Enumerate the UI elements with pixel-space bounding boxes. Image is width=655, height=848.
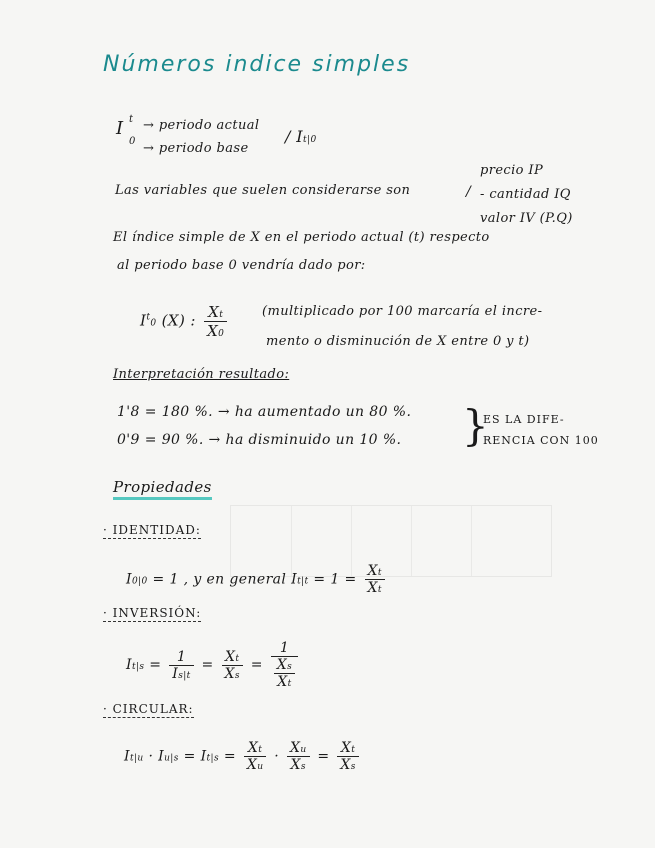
- variable-value: valor IV (P.Q): [480, 211, 573, 226]
- index-symbol: I: [116, 118, 124, 139]
- interpretation-note-1: ES LA DIFE-: [483, 413, 565, 426]
- index-sub: 0: [129, 136, 136, 147]
- interpretation-brace: }: [462, 401, 489, 450]
- circular-formula: It|u · Iu|s = It|s = $\frac{Xt}{Xu}$ · $\frac{Xu}{Xs}$ = $\frac{Xt}{Xs}$: [124, 740, 362, 773]
- interpretation-row-2: 0'9 = 90 %. → ha disminuido un 10 %.: [117, 432, 402, 448]
- main-note-2: mento o disminución de X entre 0 y t): [266, 334, 530, 349]
- main-formula: $I^t0$ (X) : $\frac{Xt}{X0}$: [140, 303, 230, 340]
- inversion-fraction-3: $\frac{1}{\frac{Xs}{Xt}}$: [271, 640, 298, 690]
- inversion-label: · INVERSIÓN:: [103, 606, 202, 620]
- interpretation-heading: Interpretación resultado:: [113, 367, 290, 382]
- identity-label: · IDENTIDAD:: [103, 523, 201, 537]
- variable-quantity: - cantidad IQ: [480, 187, 571, 202]
- interpretation-row-1: 1'8 = 180 %. → ha aumentado un 80 %.: [117, 404, 412, 420]
- inversion-nested-fraction: $\frac{Xs}{Xt}$: [274, 657, 295, 690]
- inversion-formula: It|s = $\frac{1}{Is|t}$ = $\frac{Xt}{Xs}$ = $\frac{1}{\frac{Xs}{Xt}}$: [126, 640, 301, 690]
- variable-price: precio IP: [480, 163, 544, 178]
- main-fraction: $\frac{Xt}{X0}$: [204, 303, 227, 340]
- interpretation-note-2: RENCIA CON 100: [483, 434, 599, 447]
- definition-line-2: al periodo base 0 vendría dado por:: [117, 258, 366, 273]
- circular-fraction-2: $\frac{Xu}{Xs}$: [287, 740, 310, 773]
- identity-formula: I0|0 = 1 , y en general It|t = 1 = $\frac{Xt}{Xt}$: [126, 563, 388, 596]
- index-sup: t: [129, 114, 134, 125]
- sup-description: → periodo actual: [143, 118, 260, 133]
- inversion-fraction-2: $\frac{Xt}{Xs}$: [222, 649, 243, 682]
- properties-heading: Propiedades: [113, 478, 212, 500]
- circular-label: · CIRCULAR:: [103, 702, 194, 716]
- sub-description: → periodo base: [143, 141, 249, 156]
- identity-fraction: $\frac{Xt}{Xt}$: [365, 563, 385, 596]
- inversion-fraction-1: $\frac{1}{Is|t}$: [169, 649, 193, 682]
- variables-bracket: /: [466, 184, 472, 200]
- main-note-1: (multiplicado por 100 marcaría el incre-: [262, 304, 543, 319]
- circular-fraction-1: $\frac{Xt}{Xu}$: [244, 740, 267, 773]
- circular-fraction-3: $\frac{Xt}{Xs}$: [337, 740, 358, 773]
- definition-line-1: El índice simple de X en el periodo actual (t) respecto: [113, 230, 490, 245]
- alt-notation: / It|0: [285, 127, 317, 146]
- page-title: Números indice simples: [103, 52, 411, 77]
- variables-intro: Las variables que suelen considerarse son: [115, 183, 411, 198]
